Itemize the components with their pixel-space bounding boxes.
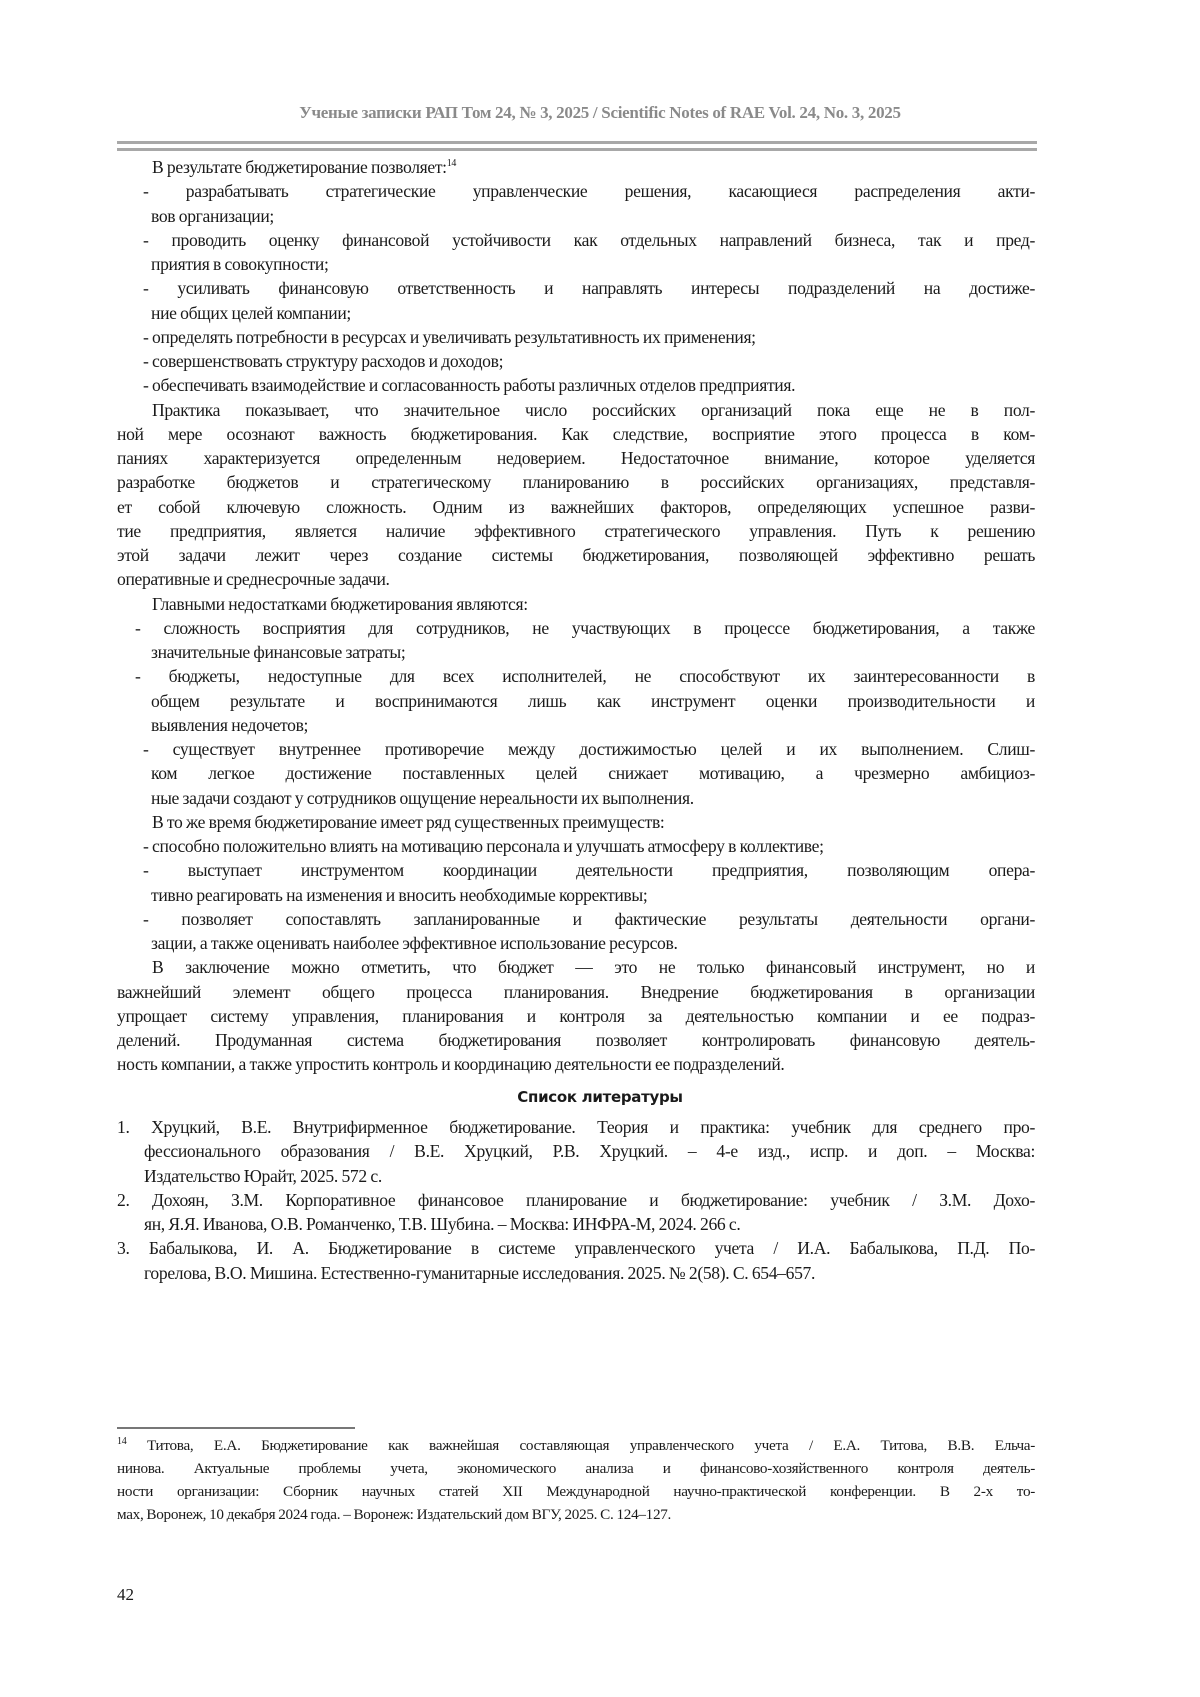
line-text: вов организации; (151, 205, 274, 226)
text-line (117, 1212, 1035, 1236)
list-item (117, 325, 1035, 349)
line-text: ные задачи создают у сотрудников ощущение нереальности их выполнения. (151, 787, 694, 808)
line-text: - позволяет сопоставлять запланированные и фактические результаты деятельности органи- (143, 908, 1035, 929)
line-text: Практика показывает, что значительное число российских организаций пока еще не в пол- (152, 399, 1035, 420)
line-text: В то же время бюджетирование имеет ряд существенных преимуществ: (152, 811, 665, 832)
text-line (117, 858, 1035, 882)
footnote-ref: 14 (446, 158, 457, 170)
line-text: делений. Продуманная система бюджетирования позволяет контролировать финансовую деятель- (117, 1030, 1035, 1050)
text-line (117, 301, 1035, 325)
list-item (117, 737, 1035, 810)
list-item (117, 616, 1035, 665)
line-text: Титова, Е.А. Бюджетирование как важнейшая составляющая управленческого учета / Е.А. Титова, В.В. Ельча- (146, 1437, 1035, 1454)
footnote-line (117, 1480, 1035, 1503)
text-line (117, 883, 1035, 907)
text-line (117, 155, 1035, 179)
line-text: - выступает инструментом координации деятельности предприятия, позволяющим опера- (143, 860, 1035, 881)
list-item (117, 664, 1035, 737)
paragraph (117, 810, 1035, 834)
list-item (117, 228, 1035, 277)
text-line (117, 737, 1035, 761)
line-text: ности организации: Сборник научных статей XII Международной научно-практической конференции. В 2-х то- (117, 1483, 1035, 1500)
text-line (117, 1188, 1035, 1212)
list-item (117, 858, 1035, 907)
text-line (117, 810, 1035, 834)
line-text: ность компании, а также упростить контроль и координацию деятельности ее подразделений. (117, 1054, 785, 1075)
footnote-line (117, 1434, 1035, 1457)
line-text: 3. Бабалыкова, И. А. Бюджетирование в системе управленческого учета / И.А. Бабалыкова, П.Д. По- (117, 1238, 1035, 1259)
line-text: ет собой ключевую сложность. Одним из важнейших факторов, определяющих успешное разви- (117, 496, 1035, 517)
references-list (117, 1115, 1035, 1285)
list-item (117, 373, 1035, 397)
header-rule (117, 148, 1037, 151)
list-item (117, 907, 1035, 956)
text-line (117, 1139, 1035, 1163)
text-line (117, 980, 1035, 1004)
line-text: приятия в совокупности; (151, 254, 329, 274)
article-body (117, 155, 1035, 1077)
line-text: - бюджеты, недоступные для всех исполнителей, не способствуют их заинтересованности в (135, 666, 1035, 687)
line-text: - усиливать финансовую ответственность и направлять интересы подразделений на достиже- (143, 278, 1035, 299)
paragraph (117, 155, 1035, 179)
text-line (117, 422, 1035, 446)
text-line (117, 1028, 1035, 1052)
line-text: В результате бюджетирование позволяет: (152, 157, 447, 177)
line-text: оперативные и среднесрочные задачи. (117, 569, 390, 590)
text-line (117, 398, 1035, 422)
reference-item (117, 1236, 1035, 1285)
list-item (117, 179, 1035, 228)
line-text: мах, Воронеж, 10 декабря 2024 года. – Воронеж: Издательский дом ВГУ, 2025. С. 124–127. (117, 1506, 672, 1523)
line-text: Издательство Юрайт, 2025. 572 с. (144, 1165, 382, 1186)
line-text: упрощает систему управления, планирования и контроля за деятельностью компании и ее подраз- (117, 1005, 1035, 1026)
text-line (117, 664, 1035, 688)
footnote (117, 1434, 1035, 1526)
text-line (117, 761, 1035, 785)
line-text: - существует внутреннее противоречие между достижимостью целей и их выполнением. Слиш- (143, 739, 1035, 759)
text-line (117, 640, 1035, 664)
text-line (117, 179, 1035, 203)
text-line (117, 495, 1035, 519)
text-line (117, 955, 1035, 979)
line-text: В заключение можно отметить, что бюджет — это не только финансовый инструмент, но и (152, 957, 1035, 978)
list-item (117, 834, 1035, 858)
line-text: Главными недостатками бюджетирования являются: (152, 593, 528, 614)
line-text: горелова, В.О. Мишина. Естественно-гуманитарные исследования. 2025. № 2(58). С. 654–657. (144, 1262, 816, 1283)
text-line (117, 1261, 1035, 1285)
line-text: - проводить оценку финансовой устойчивости как отдельных направлений бизнеса, так и пред- (143, 229, 1035, 250)
text-line (117, 931, 1035, 955)
text-line (117, 616, 1035, 640)
line-text: паниях характеризуется определенным недоверием. Недостаточное внимание, которое уделяется (117, 448, 1035, 468)
text-line (117, 276, 1035, 300)
footnote-line (117, 1457, 1035, 1480)
text-line (117, 543, 1035, 567)
text-line (117, 713, 1035, 737)
text-line (117, 1236, 1035, 1260)
paragraph (117, 955, 1035, 1076)
footnote-number: 14 (117, 1435, 127, 1447)
line-text: нинова. Актуальные проблемы учета, экономического анализа и финансово-хозяйственного контроля деятель- (117, 1460, 1035, 1477)
text-line (117, 786, 1035, 810)
line-text: - способно положительно влиять на мотивацию персонала и улучшать атмосферу в коллективе; (143, 836, 824, 856)
list-item (117, 349, 1035, 373)
reference-item (117, 1188, 1035, 1237)
running-head: Ученые записки РАП Том 24, № 3, 2025 / Scientific Notes of RAE Vol. 24, No. 3, 2025 (299, 103, 901, 122)
line-text: тивно реагировать на изменения и вносить необходимые коррективы; (151, 884, 648, 905)
line-text: 1. Хруцкий, В.Е. Внутрифирменное бюджетирование. Теория и практика: учебник для среднего про- (117, 1117, 1035, 1137)
line-text: важнейший элемент общего процесса планирования. Внедрение бюджетирования в организации (117, 981, 1035, 1002)
reference-item (117, 1115, 1035, 1188)
text-line (117, 446, 1035, 470)
line-text: 2. Дохоян, З.М. Корпоративное финансовое планирование и бюджетирование: учебник / З.М. Дохо- (117, 1189, 1035, 1210)
line-text: разработке бюджетов и стратегическому планированию в российских организациях, представля- (117, 472, 1035, 493)
footnote-rule (117, 1427, 355, 1429)
text-line (117, 1004, 1035, 1028)
text-line (117, 204, 1035, 228)
line-text: ян, Я.Я. Иванова, О.В. Романченко, Т.В. Шубина. – Москва: ИНФРА-М, 2024. 266 с. (144, 1214, 741, 1234)
line-text: - совершенствовать структуру расходов и доходов; (143, 351, 504, 371)
references-title: Список литературы (517, 1088, 683, 1106)
line-text: - сложность восприятия для сотрудников, не участвующих в процессе бюджетирования, а также (135, 617, 1035, 638)
text-line (117, 1115, 1035, 1139)
line-text: - обеспечивать взаимодействие и согласованность работы различных отделов предприятия. (143, 375, 796, 396)
text-line (117, 325, 1035, 349)
header-rule (117, 141, 1037, 144)
text-line (117, 349, 1035, 373)
paragraph (117, 398, 1035, 592)
text-line (117, 592, 1035, 616)
text-line (117, 228, 1035, 252)
text-line (117, 1164, 1035, 1188)
text-line (117, 470, 1035, 494)
line-text: - определять потребности в ресурсах и увеличивать результативность их применения; (143, 326, 756, 347)
line-text: - разрабатывать стратегические управленческие решения, касающиеся распределения акти- (143, 181, 1035, 202)
page-number: 42 (117, 1585, 134, 1604)
paragraph (117, 592, 1035, 616)
line-text: зации, а также оценивать наиболее эффективное использование ресурсов. (151, 933, 678, 953)
line-text: общем результате и воспринимаются лишь как инструмент оценки производительности и (151, 690, 1035, 711)
text-line (117, 907, 1035, 931)
text-line (117, 373, 1035, 397)
list-item (117, 276, 1035, 325)
footnote-line (117, 1503, 1035, 1526)
line-text: ком легкое достижение поставленных целей снижает мотивацию, а чрезмерно амбициоз- (151, 763, 1035, 784)
text-line (117, 834, 1035, 858)
line-text: этой задачи лежит через создание системы бюджетирования, позволяющей эффективно решать (117, 545, 1035, 565)
line-text: ние общих целей компании; (151, 302, 351, 323)
line-text: тие предприятия, является наличие эффективного стратегического управления. Путь к решению (117, 520, 1035, 541)
text-line (117, 252, 1035, 276)
text-line (117, 1052, 1035, 1076)
text-line (117, 567, 1035, 591)
text-line (117, 689, 1035, 713)
line-text: фессионального образования / В.Е. Хруцкий, Р.В. Хруцкий. – 4-е изд., испр. и доп. – Москва: (144, 1141, 1035, 1162)
line-text: ной мере осознают важность бюджетирования. Как следствие, восприятие этого процесса в ком- (117, 423, 1035, 444)
line-text: значительные финансовые затраты; (151, 642, 406, 662)
text-line (117, 519, 1035, 543)
line-text: выявления недочетов; (151, 714, 309, 735)
